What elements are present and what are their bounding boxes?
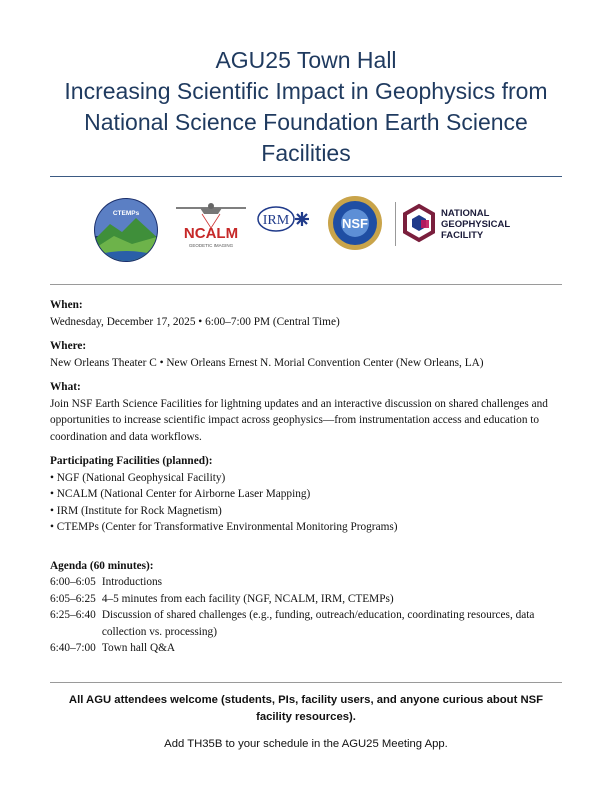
- ngf-logo-line3: FACILITY: [441, 230, 484, 241]
- ctemps-logo: [92, 196, 160, 264]
- agenda-section: [50, 558, 570, 657]
- facilities-section: [50, 453, 570, 536]
- section-divider: [50, 284, 562, 285]
- welcome-text: All AGU attendees welcome (students, PIs, facility users, and anyone curious about NSF facility resources).: [68, 694, 544, 723]
- agenda-text: Town hall Q&A: [101, 642, 176, 654]
- agenda-text: Discussion of shared challenges (e.g., funding, outreach/education, coordinating resources, data collection vs. processing): [101, 609, 535, 638]
- facility-item: • CTEMPs (Center for Transformative Environmental Monitoring Programs): [50, 521, 398, 533]
- when-section: [50, 297, 570, 330]
- agenda-text: Introductions: [101, 576, 163, 588]
- logo-divider: [395, 202, 396, 246]
- agenda-item: [50, 607, 570, 640]
- agenda-item: [50, 640, 570, 657]
- when-label: When:: [50, 299, 83, 311]
- ngf-logo-line1: NATIONAL: [441, 208, 490, 219]
- ngf-logo-line2: GEOPHYSICAL: [441, 219, 511, 230]
- facility-item: • NGF (National Geophysical Facility): [50, 471, 226, 484]
- page-title: [40, 45, 572, 169]
- where-label: Where:: [50, 340, 87, 352]
- irm-logo-text: IRM: [262, 213, 290, 228]
- facility-item: • IRM (Institute for Rock Magnetism): [50, 504, 222, 517]
- title-line-4: Facilities: [261, 140, 351, 166]
- title-line-1: AGU25 Town Hall: [215, 47, 397, 73]
- facility-item: • NCALM (National Center for Airborne Laser Mapping): [50, 488, 311, 500]
- agenda-item: [50, 591, 570, 608]
- agenda-item: [50, 574, 570, 591]
- irm-logo: [256, 204, 312, 234]
- agenda-label: Agenda (60 minutes):: [50, 559, 154, 572]
- nsf-seal: [326, 194, 384, 252]
- title-divider: [50, 176, 562, 177]
- title-line-3: National Science Foundation Earth Science: [84, 109, 528, 135]
- when-value: Wednesday, December 17, 2025 • 6:00–7:00 PM (Central Time): [50, 315, 340, 328]
- what-label: What:: [50, 381, 81, 393]
- agenda-time: 6:05–6:25: [50, 592, 96, 605]
- footer-divider: [50, 682, 562, 683]
- ncalm-logo-subtext: GEODETIC IMAGING: [188, 243, 234, 248]
- agenda-text: 4–5 minutes from each facility (NGF, NCALM, IRM, CTEMPs): [101, 592, 394, 605]
- facilities-label: Participating Facilities (planned):: [50, 455, 213, 467]
- agenda-time: 6:40–7:00: [50, 642, 96, 654]
- ngf-logo: [403, 202, 523, 248]
- agenda-time: 6:00–6:05: [50, 576, 96, 588]
- where-section: [50, 338, 570, 371]
- what-section: [50, 379, 570, 445]
- nsf-seal-text: NSF: [342, 216, 368, 231]
- where-value: New Orleans Theater C • New Orleans Ernest N. Morial Convention Center (New Orleans, LA): [50, 356, 484, 369]
- agenda-time: 6:25–6:40: [50, 609, 96, 621]
- ncalm-logo-text: NCALM: [183, 225, 239, 242]
- ncalm-logo: [172, 194, 250, 254]
- logo-strip: [90, 190, 520, 270]
- title-line-2: Increasing Scientific Impact in Geophysics from: [64, 78, 548, 104]
- footer: [50, 692, 562, 753]
- what-value: Join NSF Earth Science Facilities for lightning updates and an interactive discussion on shared challenges and opportunities to increase scientific impact across geophysics—from instrumentation access and education to coordination and data workflows.: [50, 397, 548, 443]
- ctemps-logo-text: CTEMPs: [112, 210, 140, 217]
- schedule-note: Add TH35B to your schedule in the AGU25 Meeting App.: [164, 738, 448, 750]
- event-details: [50, 297, 570, 657]
